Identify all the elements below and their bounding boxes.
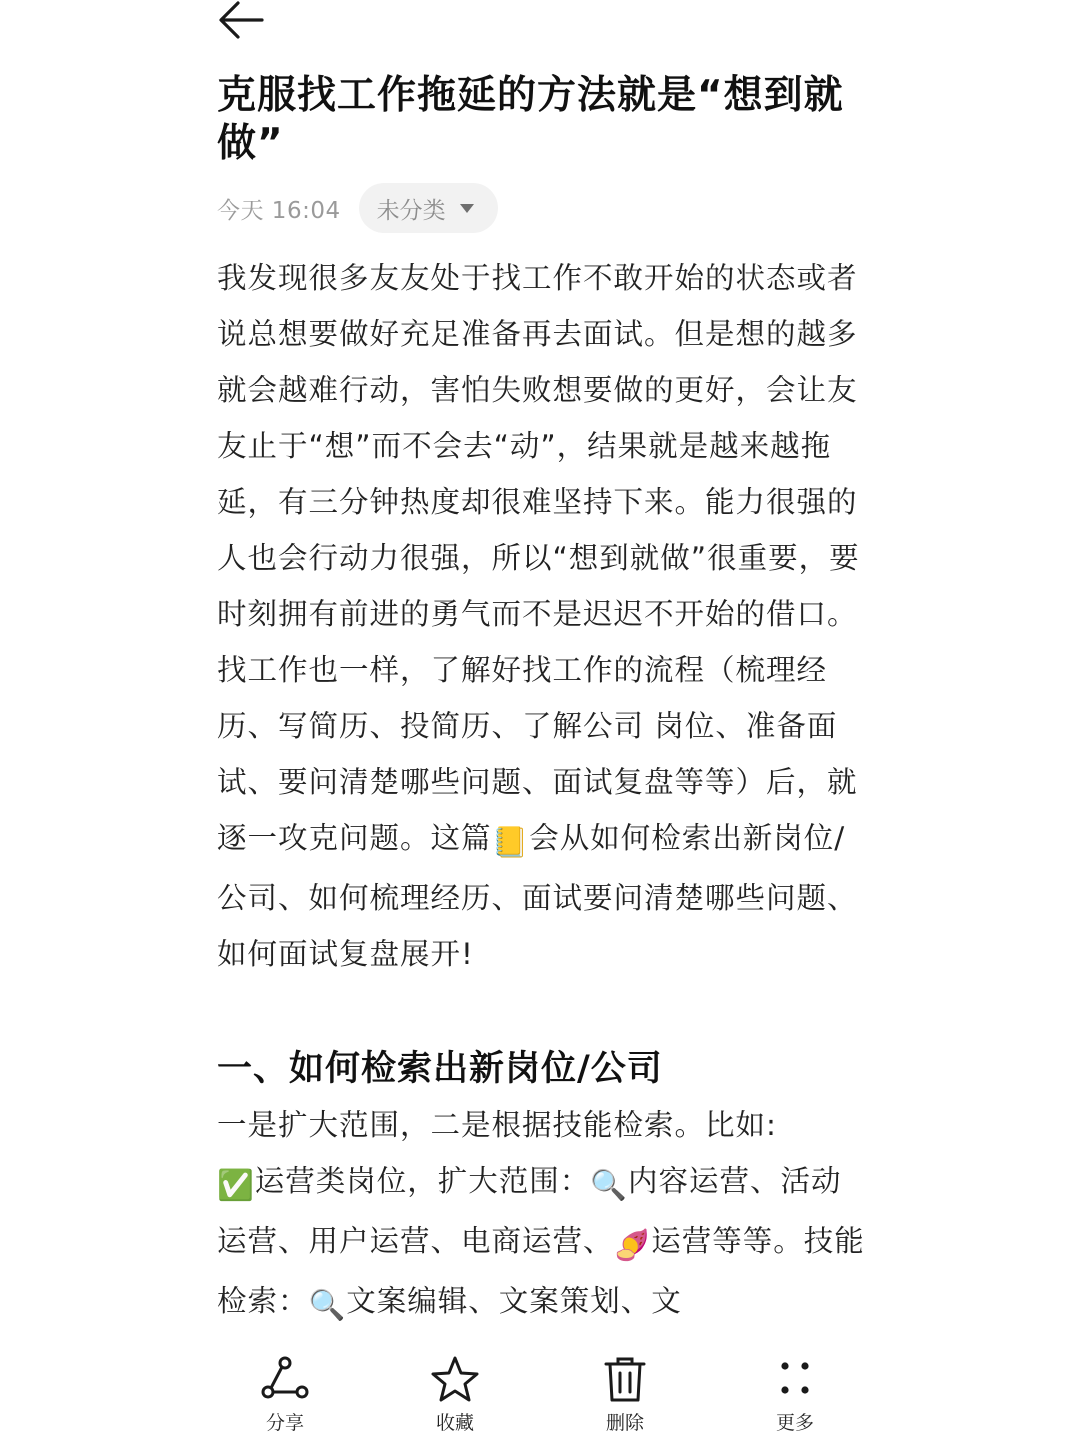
- trash-icon: [599, 1354, 651, 1406]
- delete-label: 删除: [605, 1412, 644, 1434]
- intro-text: 我发现很多友友处于找工作不敢开始的状态或者说总想要做好充足准备再去面试。但是想的越多就会越难行动，害怕失败想要做的更好，会让友友止于“想”而不会去“动”，结果就是越来越拖延，有三分钟热度却很难坚持下来。能力很强的人也会行动力很强，所以“想到就做”很重要，要时刻拥有前进的勇气而不是迟迟不开始的借口。找工作也一样，了解好找工作的流程（梳理经历、写简历、投简历、了解公司 岗位、准备面试、要问清楚哪些问题、面试复盘等等）后，就逐一攻克问题。这篇: [217, 261, 860, 855]
- star-icon: [429, 1354, 481, 1406]
- caret-down-icon: [460, 204, 474, 213]
- favorite-button[interactable]: [405, 1354, 505, 1438]
- share-icon: [259, 1354, 311, 1406]
- share-button[interactable]: [235, 1354, 335, 1438]
- intro-paragraph: [217, 250, 867, 982]
- delete-button[interactable]: [575, 1354, 675, 1438]
- section-text-c: 运营等等。技能检索：: [217, 1224, 865, 1318]
- note-title: 克服找工作拖延的方法就是“想到就做”: [217, 73, 844, 166]
- back-arrow-icon: [214, 0, 270, 40]
- more-label: 更多: [775, 1412, 814, 1434]
- back-button[interactable]: [214, 0, 270, 40]
- section-text-a: 运营类岗位，扩大范围：: [254, 1164, 591, 1198]
- note-meta: [217, 183, 498, 233]
- note-body[interactable]: [217, 250, 867, 1335]
- more-button[interactable]: [745, 1354, 845, 1438]
- category-dropdown[interactable]: [359, 183, 498, 233]
- section-heading: 一、如何检索出新岗位/公司: [217, 1049, 663, 1089]
- sweet-potato-emoji: 🍠: [613, 1228, 652, 1262]
- check-emoji: ✅: [217, 1168, 255, 1202]
- favorite-label: 收藏: [435, 1412, 474, 1434]
- bottom-toolbar: [0, 1340, 1080, 1440]
- notebook-emoji: 📒: [491, 825, 530, 859]
- share-label: 分享: [265, 1412, 304, 1434]
- intro-tail-text: 会从如何检索出新岗位/公司、如何梳理经历、面试要问清楚哪些问题、如何面试复盘展开!: [217, 821, 858, 971]
- note-timestamp: 今天 16:04: [217, 197, 341, 224]
- category-label: 未分类: [376, 197, 446, 224]
- section-line-1: 一是扩大范围，二是根据技能检索。比如:: [217, 1108, 777, 1142]
- section-text-b: 内容运营、活动运营、用户运营、电商运营、: [217, 1164, 842, 1258]
- more-dots-icon: [769, 1354, 821, 1406]
- search-emoji-2: 🔍: [308, 1288, 347, 1322]
- search-emoji: 🔍: [590, 1168, 628, 1202]
- section-text-d: 文案编辑、文案策划、文: [346, 1284, 682, 1318]
- section-line-2: [217, 1153, 867, 1333]
